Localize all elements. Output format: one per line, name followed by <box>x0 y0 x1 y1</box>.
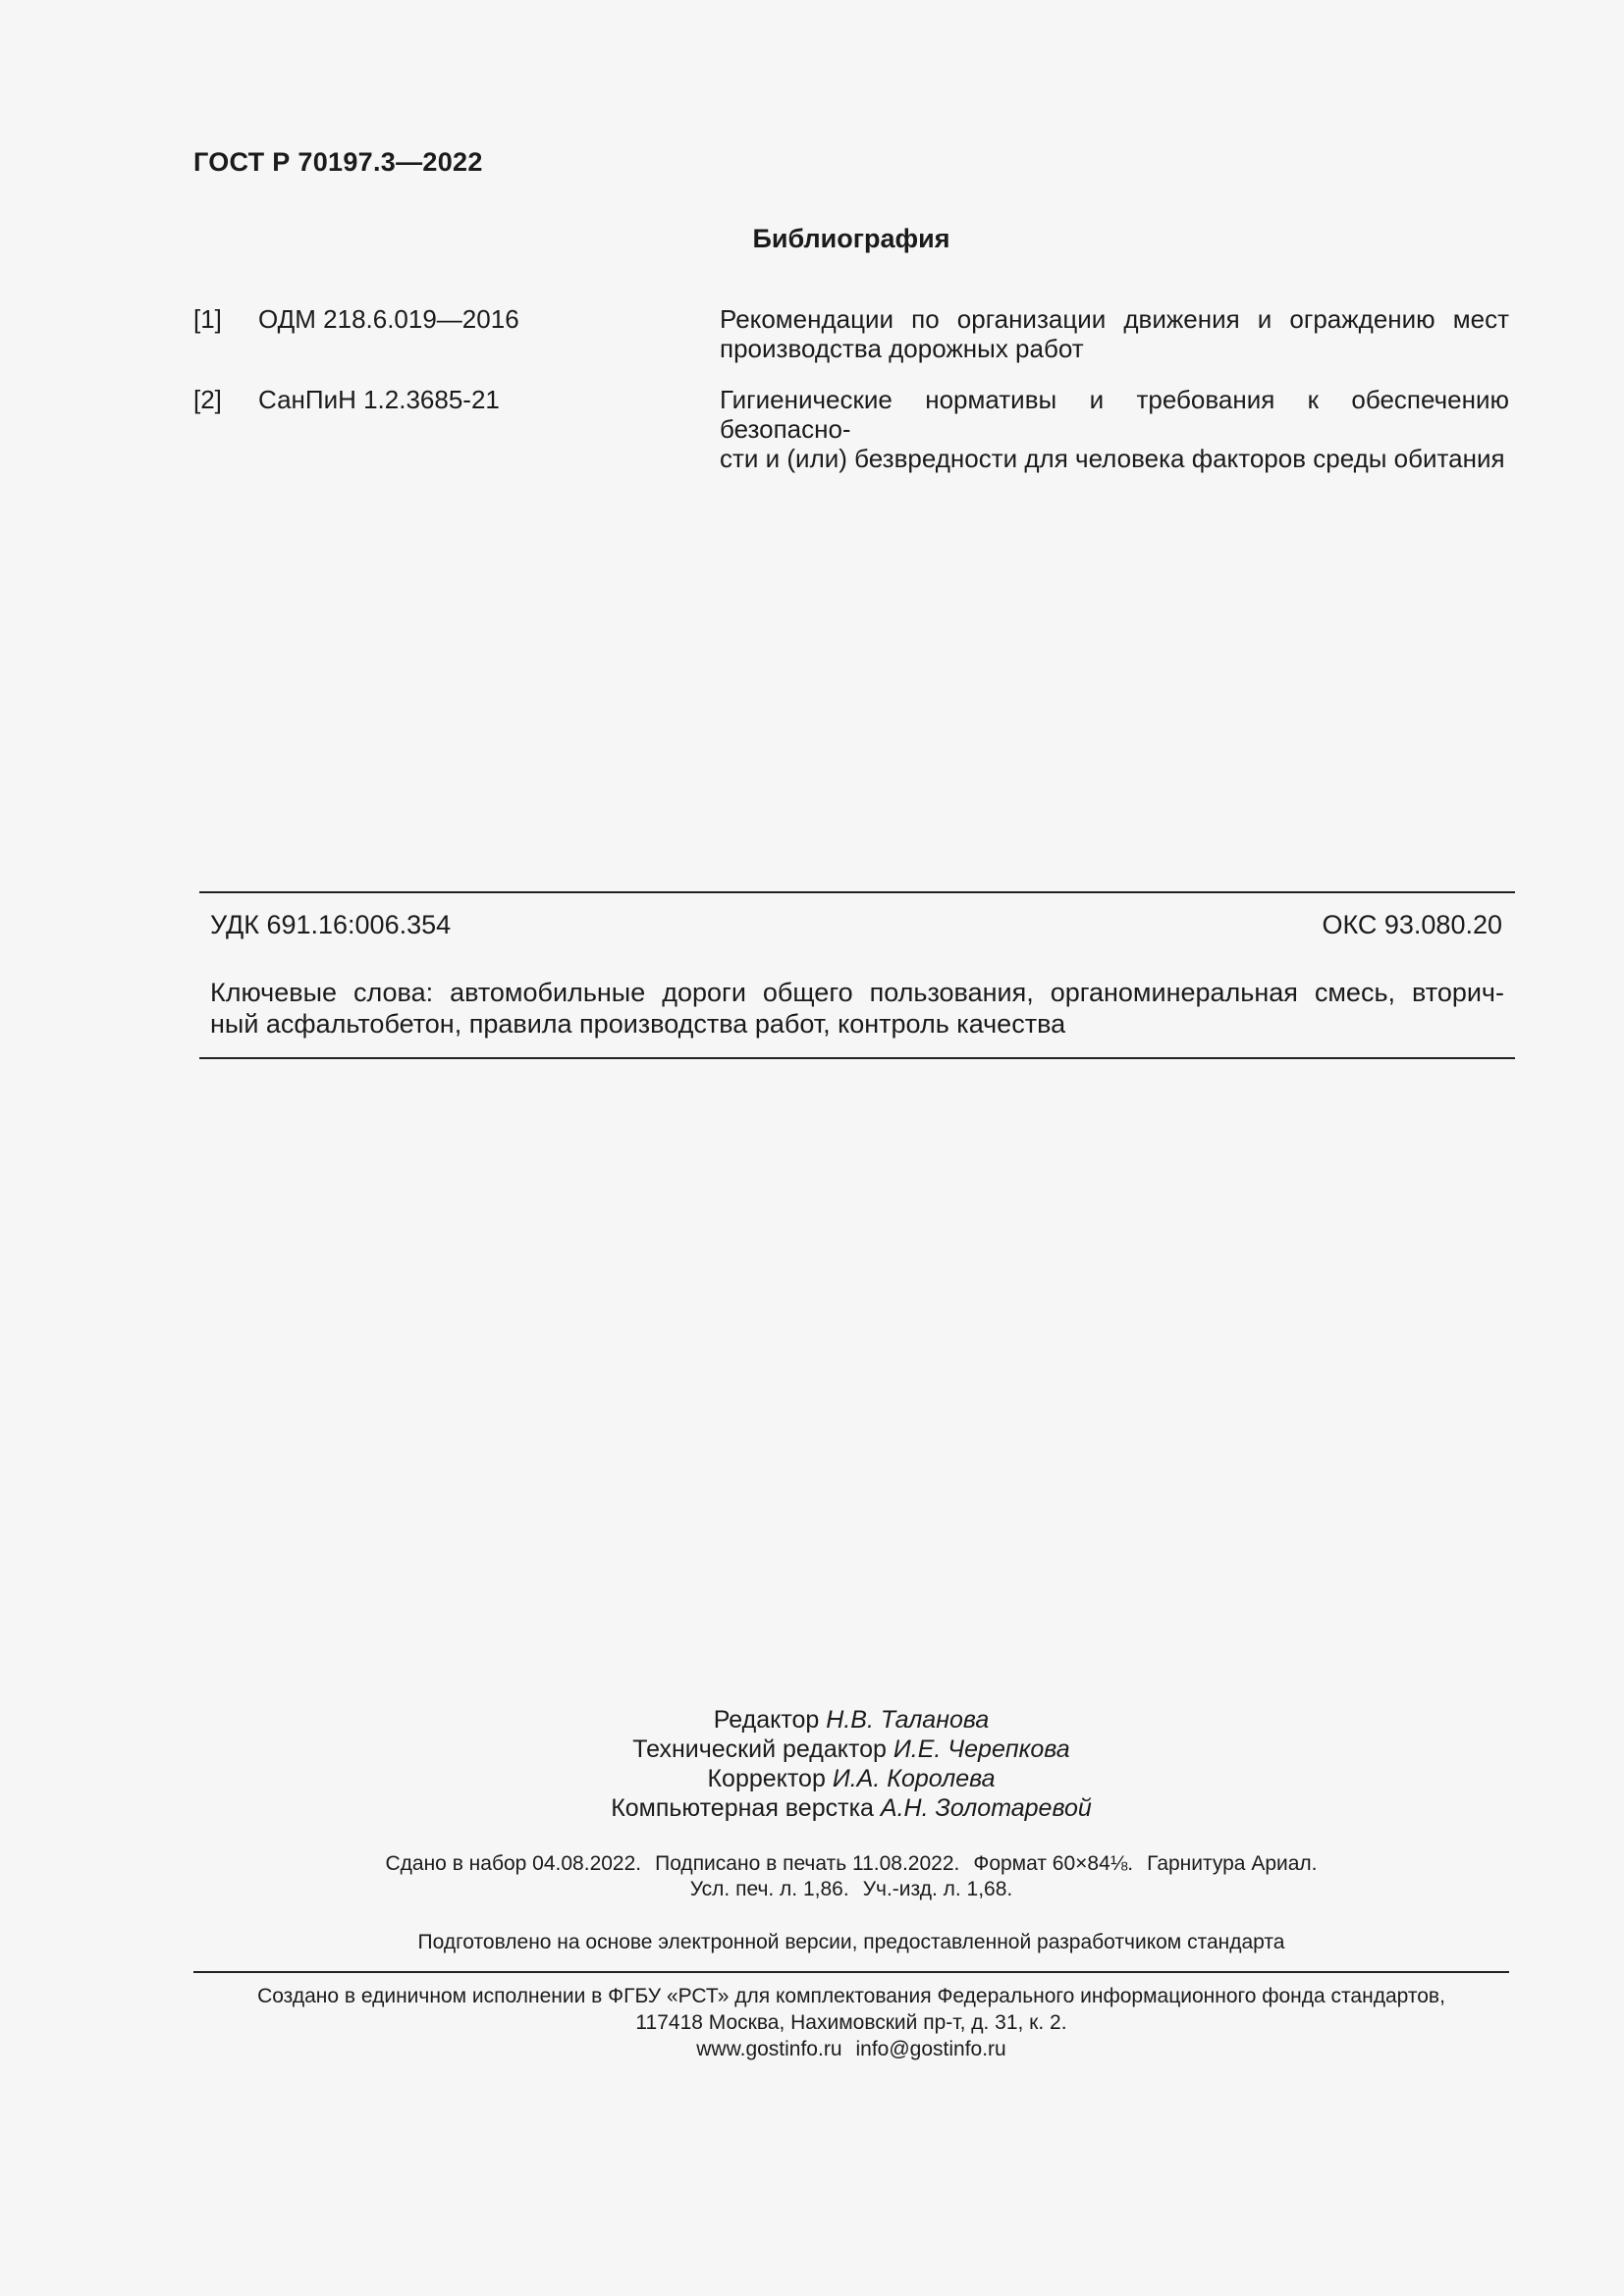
keywords <box>210 977 1504 1040</box>
entry-code: СанПиН 1.2.3685-21 <box>258 385 500 414</box>
credit-name: Н.В. Таланова <box>826 1706 990 1734</box>
credit-role: Корректор <box>707 1765 826 1792</box>
signed-date: Подписано в печать 11.08.2022. <box>655 1852 960 1875</box>
keywords-line: ный асфальтобетон, правила производства работ, контроль качества <box>210 1009 1066 1039</box>
top-divider <box>199 891 1515 893</box>
credits <box>193 1705 1509 1823</box>
document-code: ГОСТ Р 70197.3—2022 <box>193 147 483 177</box>
publication-sheets: Уч.-изд. л. 1,68. <box>862 1878 1013 1900</box>
credit-line <box>193 1735 1509 1764</box>
entry-number: [1] <box>193 304 222 334</box>
credit-line <box>193 1705 1509 1735</box>
credit-role: Редактор <box>713 1706 820 1734</box>
credit-role: Компьютерная верстка <box>611 1794 874 1822</box>
credit-name: И.А. Королева <box>832 1765 996 1792</box>
entry-description-line: Гигиенические нормативы и требования к обеспечению безопасно- <box>720 385 1509 444</box>
publisher-address: 117418 Москва, Нахимовский пр-т, д. 31, к. 2. <box>635 2011 1067 2034</box>
website-link[interactable]: www.gostinfo.ru <box>696 2038 842 2060</box>
paper-format: Формат 60×84⅛. <box>973 1852 1134 1875</box>
bibliography-title: Библиография <box>752 224 950 253</box>
oks-code: ОКС 93.080.20 <box>1322 910 1502 939</box>
entry-description <box>720 385 1509 473</box>
keywords-line: Ключевые слова: автомобильные дороги общего пользования, органоминеральная смесь, вторич- <box>210 978 1504 1007</box>
email-link[interactable]: info@gostinfo.ru <box>855 2038 1006 2060</box>
publisher-line: Создано в единичном исполнении в ФГБУ «РСТ» для комплектования Федерального информационного фонда стандартов, <box>257 1985 1445 2007</box>
publisher-info <box>193 1983 1509 2062</box>
entry-code: ОДМ 218.6.019—2016 <box>258 304 519 334</box>
credit-role: Технический редактор <box>632 1735 887 1763</box>
credit-name: И.Е. Черепкова <box>893 1735 1070 1763</box>
imprint-line <box>193 1851 1509 1877</box>
imprint-line <box>193 1877 1509 1902</box>
entry-description-line: производства дорожных работ <box>720 334 1084 363</box>
credit-line <box>193 1793 1509 1823</box>
bottom-divider <box>199 1057 1515 1059</box>
udk-code: УДК 691.16:006.354 <box>210 910 452 939</box>
credit-line <box>193 1764 1509 1793</box>
credit-name: А.Н. Золотаревой <box>880 1794 1092 1822</box>
entry-description-line: Рекомендации по организации движения и ограждению мест <box>720 304 1509 334</box>
publisher-contacts <box>193 2036 1509 2062</box>
entry-description <box>720 304 1509 363</box>
print-sheets: Усл. печ. л. 1,86. <box>689 1878 849 1900</box>
prepared-note: Подготовлено на основе электронной версии, предоставленной разработчиком стандарта <box>417 1931 1285 1953</box>
typeset-date: Сдано в набор 04.08.2022. <box>385 1852 642 1875</box>
imprint <box>193 1851 1509 1902</box>
typeface: Гарнитура Ариал. <box>1147 1852 1318 1875</box>
entry-number: [2] <box>193 385 222 414</box>
entry-description-line: сти и (или) безвредности для человека факторов среды обитания <box>720 444 1505 473</box>
publisher-divider <box>193 1971 1509 1973</box>
